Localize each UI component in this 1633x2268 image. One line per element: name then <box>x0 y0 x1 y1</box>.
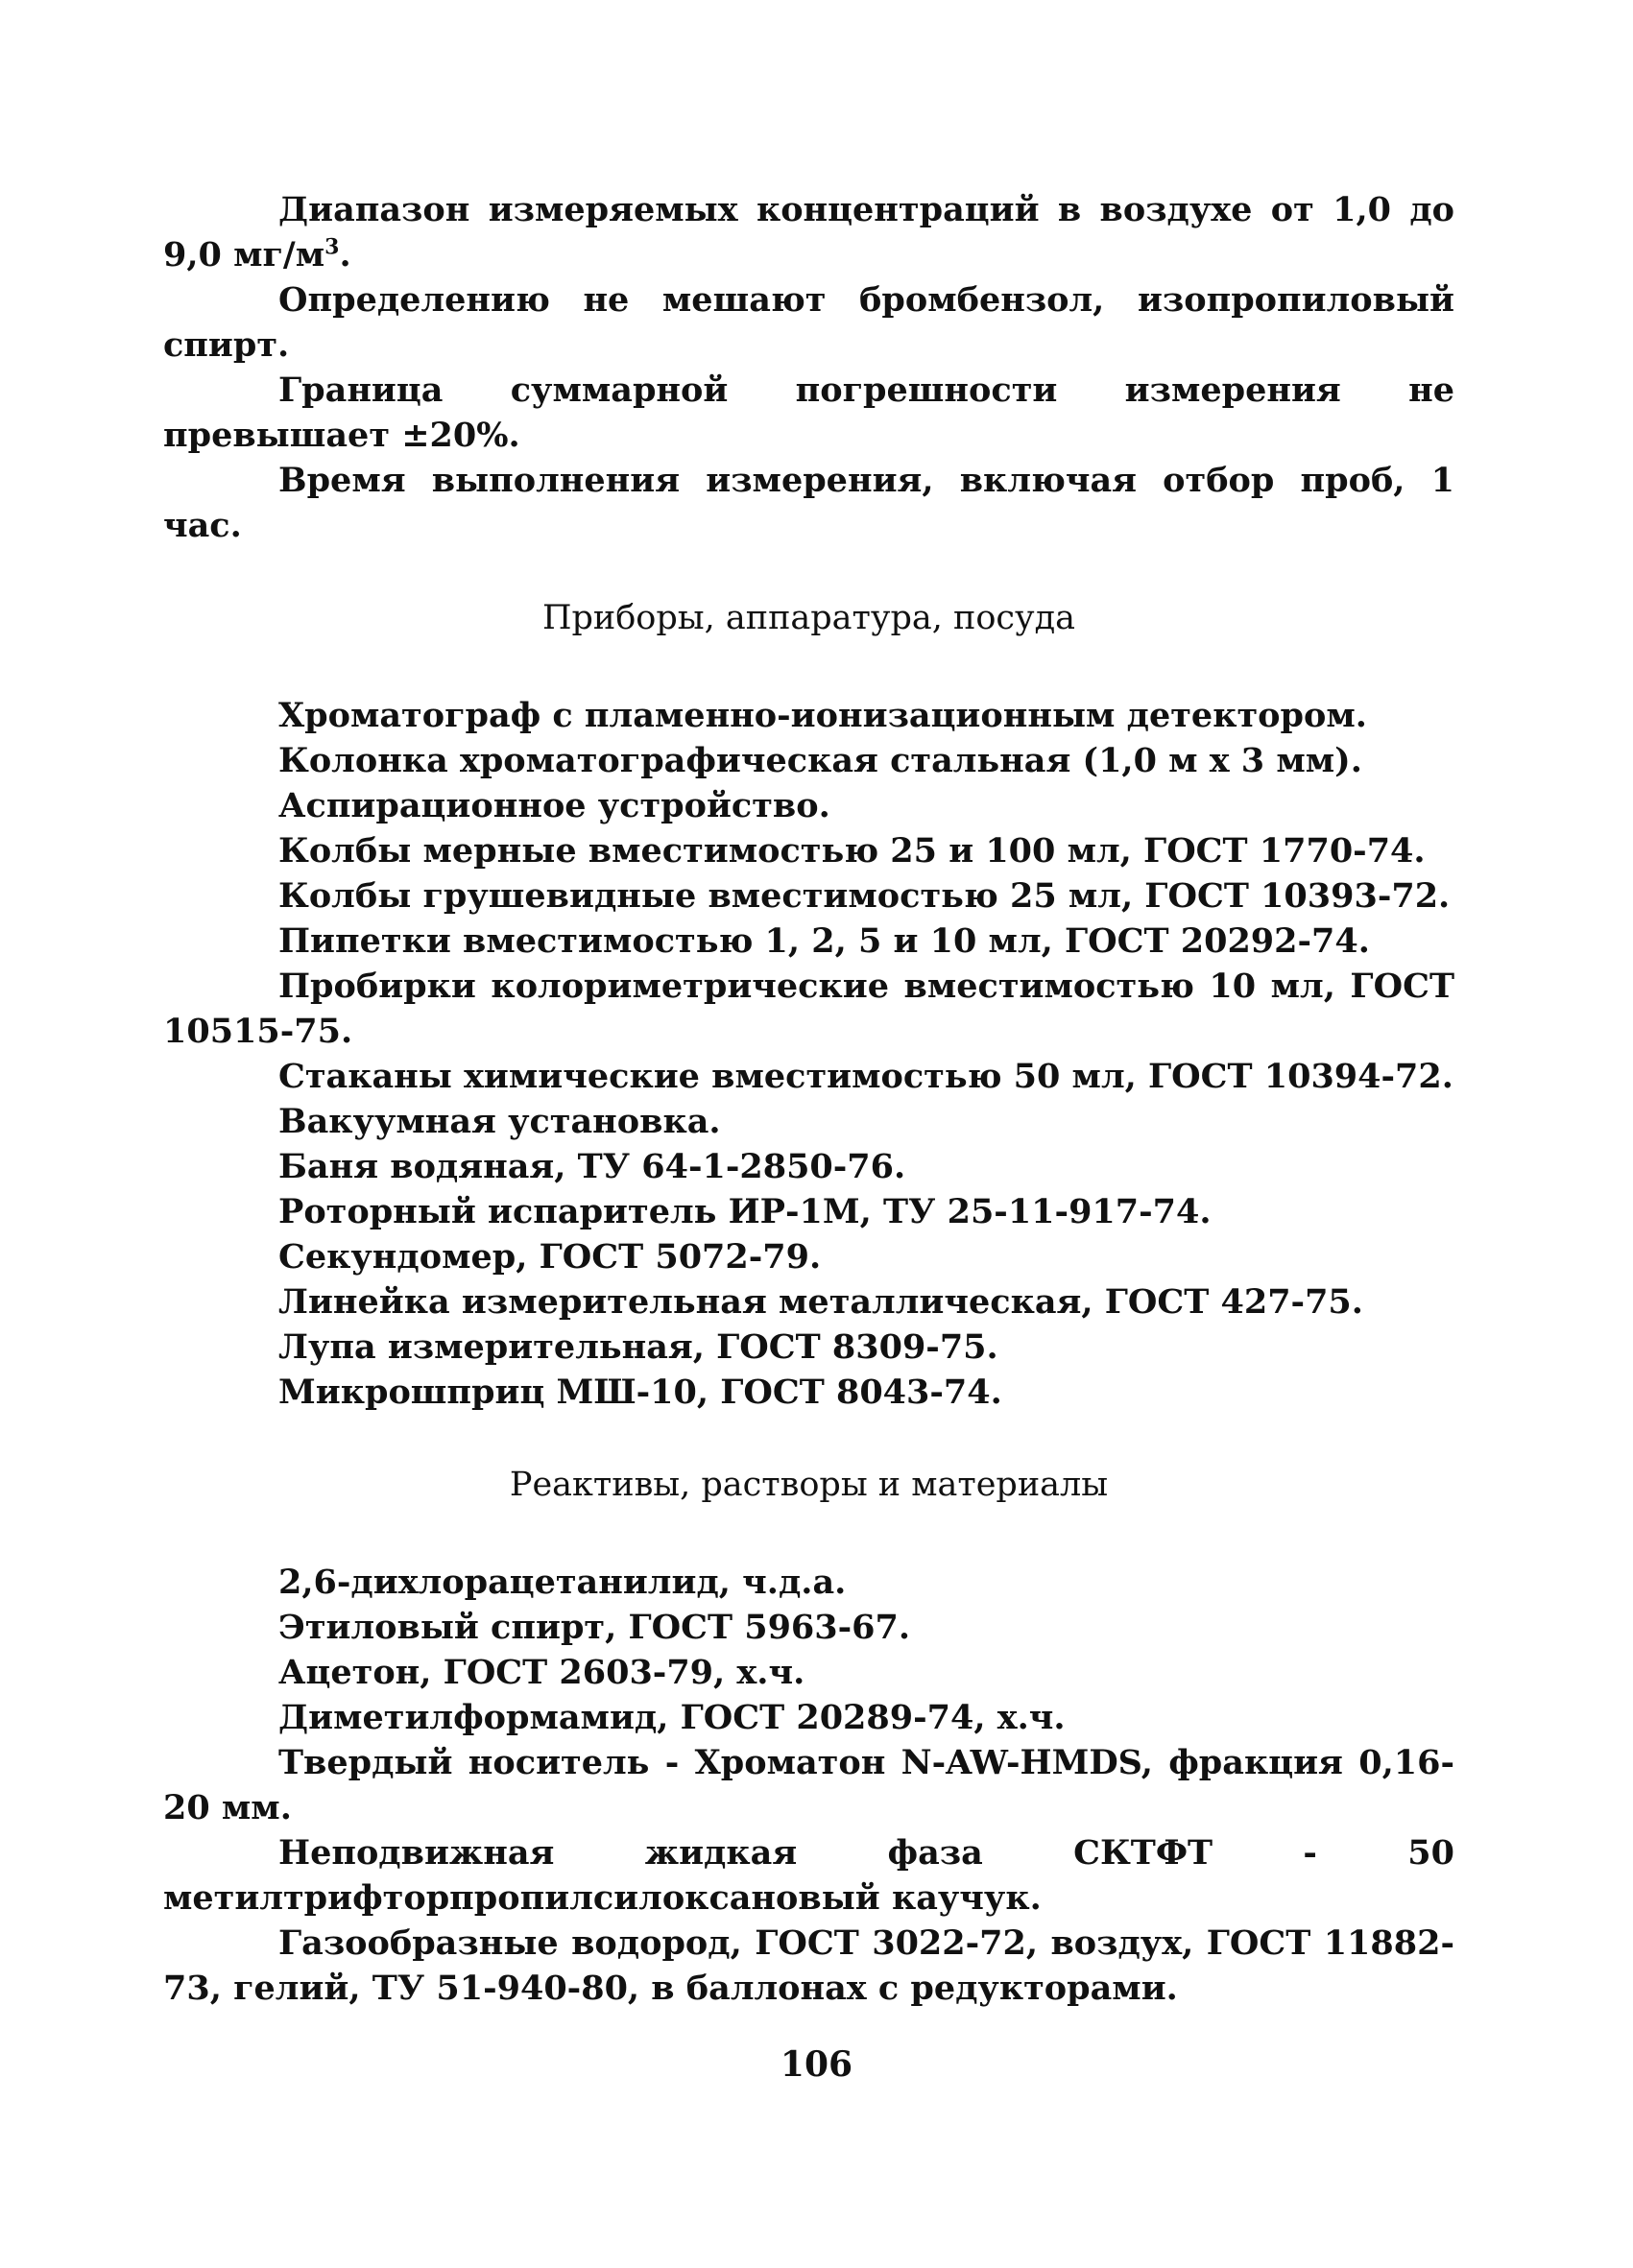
concentration-range-end: . <box>339 235 351 275</box>
list-item: Лупа измерительная, ГОСТ 8309-75. <box>278 1327 998 1367</box>
list-item: Газообразные водород, ГОСТ 3022-72, воздух, ГОСТ 11882-73, гелий, ТУ 51-940-80, в баллонах с редукторами. <box>163 1923 1454 2008</box>
reagents-list <box>163 1560 1454 2011</box>
list-item: Пипетки вместимостью 1, 2, 5 и 10 мл, ГОСТ 20292-74. <box>278 921 1370 961</box>
interference-note: Определению не мешают бромбензол, изопропиловый спирт. <box>163 280 1454 365</box>
list-item: Секундомер, ГОСТ 5072-79. <box>278 1237 822 1277</box>
list-item: Хроматограф с пламенно-ионизационным детектором. <box>278 696 1367 735</box>
measurement-duration: Время выполнения измерения, включая отбор проб, 1 час. <box>163 461 1454 545</box>
concentration-range-text: Диапазон измеряемых концентраций в воздухе от 1,0 до 9,0 мг/м <box>163 190 1454 275</box>
list-item: Этиловый спирт, ГОСТ 5963-67. <box>278 1608 911 1647</box>
list-item: Баня водяная, ТУ 64-1-2850-76. <box>278 1147 906 1186</box>
page-number: 106 <box>780 2044 853 2085</box>
list-item: Роторный испаритель ИР-1М, ТУ 25-11-917-74. <box>278 1192 1212 1231</box>
list-item: Пробирки колориметрические вместимостью 10 мл, ГОСТ 10515-75. <box>163 967 1454 1051</box>
list-item: 2,6-дихлорацетанилид, ч.д.а. <box>278 1563 847 1602</box>
cubic-superscript: 3 <box>324 234 340 260</box>
equipment-list <box>163 693 1454 1415</box>
list-item: Стаканы химические вместимостью 50 мл, ГОСТ 10394-72. <box>278 1057 1453 1096</box>
list-item: Аспирационное устройство. <box>278 786 830 825</box>
reagents-section-title: Реактивы, растворы и материалы <box>509 1466 1109 1504</box>
error-limit-note: Граница суммарной погрешности измерения не превышает ±20%. <box>163 370 1454 455</box>
list-item: Неподвижная жидкая фаза СКТФТ - 50 метилтрифторпропилсилоксановый каучук. <box>163 1833 1454 1918</box>
list-item: Колбы грушевидные вместимостью 25 мл, ГОСТ 10393-72. <box>278 876 1451 916</box>
list-item: Колбы мерные вместимостью 25 и 100 мл, ГОСТ 1770-74. <box>278 831 1426 871</box>
concentration-range <box>163 187 1454 277</box>
list-item: Линейка измерительная металлическая, ГОСТ 427-75. <box>278 1282 1363 1322</box>
list-item: Вакуумная установка. <box>278 1102 721 1141</box>
page-body <box>163 187 1454 2011</box>
list-item: Колонка хроматографическая стальная (1,0 м х 3 мм). <box>278 741 1362 780</box>
list-item: Твердый носитель - Хроматон N-AW-HMDS, фракция 0,16-20 мм. <box>163 1743 1454 1827</box>
list-item: Микрошприц МШ-10, ГОСТ 8043-74. <box>278 1373 1002 1412</box>
list-item: Диметилформамид, ГОСТ 20289-74, х.ч. <box>278 1698 1066 1737</box>
equipment-section-title: Приборы, аппаратура, посуда <box>541 599 1076 637</box>
list-item: Ацетон, ГОСТ 2603-79, х.ч. <box>278 1653 805 1692</box>
